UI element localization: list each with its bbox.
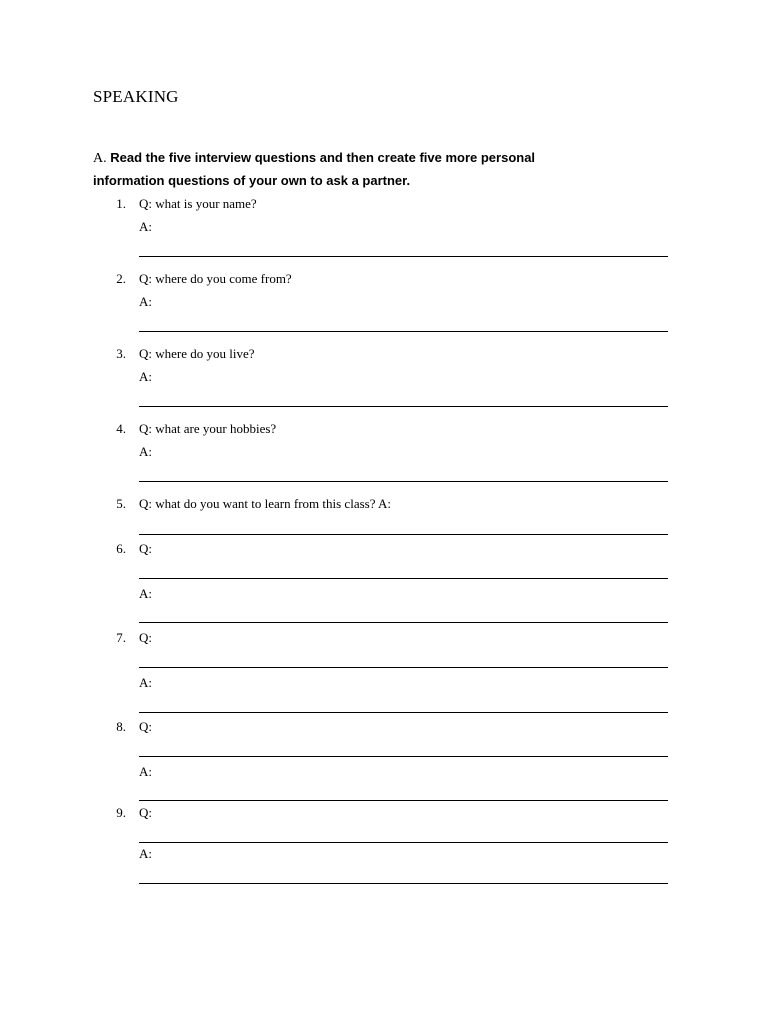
instruction-line-1 <box>93 150 535 167</box>
instruction-text-1: Read the five interview questions and then create five more personal <box>110 150 536 165</box>
answer-line[interactable] <box>139 534 668 535</box>
question-line[interactable] <box>139 756 668 757</box>
item-number: 2. <box>116 271 126 286</box>
answer-line[interactable] <box>139 800 668 801</box>
item-number: 4. <box>116 421 126 436</box>
answer-line[interactable] <box>139 331 668 332</box>
answer-line[interactable] <box>139 712 668 713</box>
item-number: 3. <box>116 346 126 361</box>
question-line[interactable] <box>139 842 668 843</box>
question-text: Q: what are your hobbies? <box>139 421 277 436</box>
answer-label: A: <box>139 846 152 861</box>
answer-label: A: <box>139 444 152 459</box>
item-number: 5. <box>116 496 126 511</box>
answer-line[interactable] <box>139 256 668 257</box>
item-number: 8. <box>116 719 126 734</box>
question-text: Q: <box>139 719 152 734</box>
item-number: 7. <box>116 630 126 645</box>
answer-line[interactable] <box>139 622 668 623</box>
answer-label: A: <box>139 675 152 690</box>
question-text: Q: <box>139 541 152 556</box>
question-text: Q: where do you come from? <box>139 271 292 286</box>
answer-label: A: <box>139 586 152 601</box>
item-number: 6. <box>116 541 126 556</box>
question-text: Q: what do you want to learn from this class? A: <box>139 496 392 511</box>
answer-line[interactable] <box>139 481 668 482</box>
item-number: 1. <box>116 196 126 211</box>
answer-label: A: <box>139 294 152 309</box>
instruction-line-2: information questions of your own to ask a partner. <box>93 173 411 188</box>
question-text: Q: where do you live? <box>139 346 255 361</box>
answer-line[interactable] <box>139 883 668 884</box>
answer-label: A: <box>139 764 152 779</box>
question-text: Q: what is your name? <box>139 196 257 211</box>
question-line[interactable] <box>139 578 668 579</box>
answer-label: A: <box>139 369 152 384</box>
item-number: 9. <box>116 805 126 820</box>
page-title: SPEAKING <box>93 87 179 106</box>
answer-line[interactable] <box>139 406 668 407</box>
question-line[interactable] <box>139 667 668 668</box>
question-text: Q: <box>139 805 152 820</box>
answer-label: A: <box>139 219 152 234</box>
question-text: Q: <box>139 630 152 645</box>
section-letter: A. <box>93 151 107 166</box>
